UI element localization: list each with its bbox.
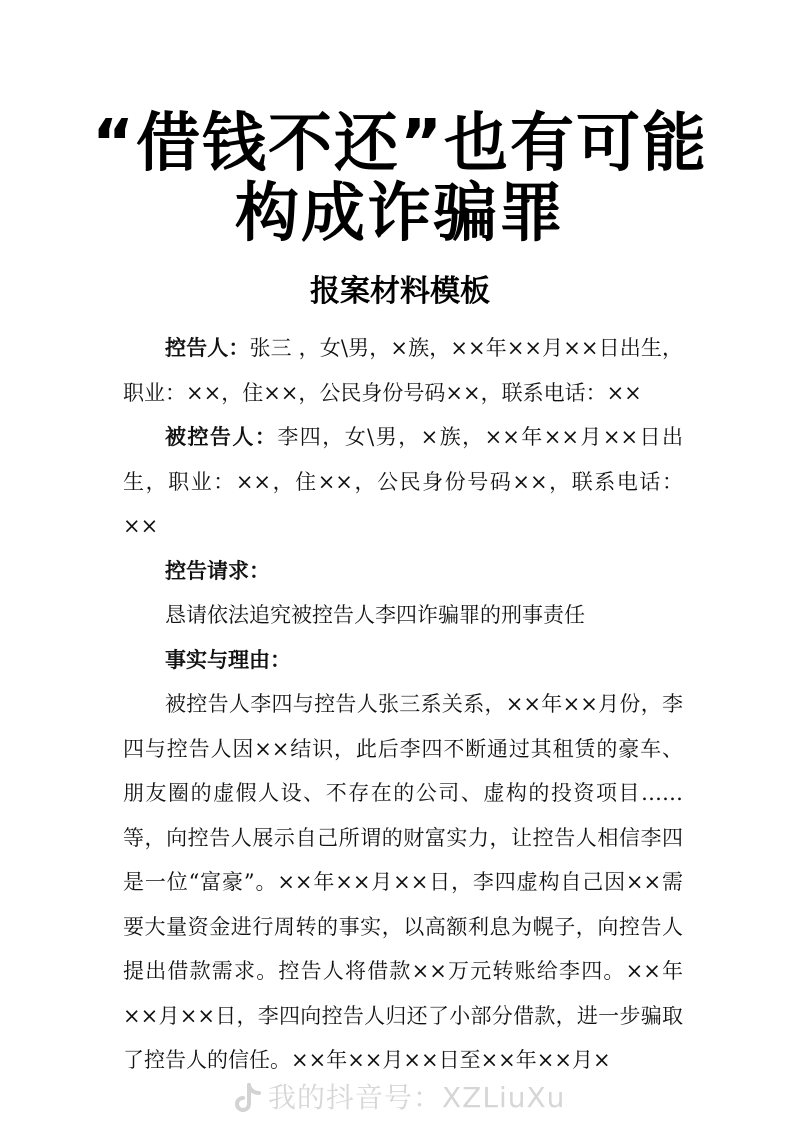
document-subtitle: 报案材料模板 <box>310 274 490 309</box>
tiktok-icon <box>232 1082 262 1116</box>
complainant-label: 控告人： <box>165 336 250 360</box>
request-heading: 控告请求： <box>165 558 270 583</box>
document-body <box>123 326 683 1083</box>
watermark <box>232 1076 565 1116</box>
page-title-line2: 构成诈骗罪 <box>235 177 565 251</box>
respondent-text: 李四，女\男，×族，××年××月××日出生，职业：××，住××，公民身份号码××，联系电话：×× <box>123 425 684 538</box>
respondent-paragraph <box>123 415 683 549</box>
facts-heading: 事实与理由： <box>165 647 291 672</box>
facts-text: 被控告人李四与控告人张三系关系，××年××月份，李四与控告人因××结识，此后李四不断通过其租赁的豪车、朋友圈的虚假人设、不存在的公司、虚构的投资项目……等，向控告人展示自己所谓的财富实力，让控告人相信李四是一位“富豪”。××年××月××日，李四虚构自己因××需要大量资金进行周转的事实，以高额利息为幌子，向控告人提出借款需求。控告人将借款××万元转账给李四。××年××月××日，李四向控告人归还了小部分借款，进一步骗取了控告人的信任。××年××月××日至××年××月× <box>123 692 683 1072</box>
request-text: 恳请依法追究被控告人李四诈骗罪的刑事责任 <box>165 603 585 627</box>
complainant-text: 张三 ，女\男，×族，××年××月××日出生，职业：××，住××，公民身份号码××，联系电话：×× <box>123 336 684 405</box>
complainant-paragraph <box>123 326 683 415</box>
page-title-line1: “借钱不还”也有可能 <box>91 107 709 181</box>
respondent-label: 被控告人： <box>165 425 278 449</box>
watermark-text: 我的抖音号：XZLiuXu <box>268 1081 566 1114</box>
